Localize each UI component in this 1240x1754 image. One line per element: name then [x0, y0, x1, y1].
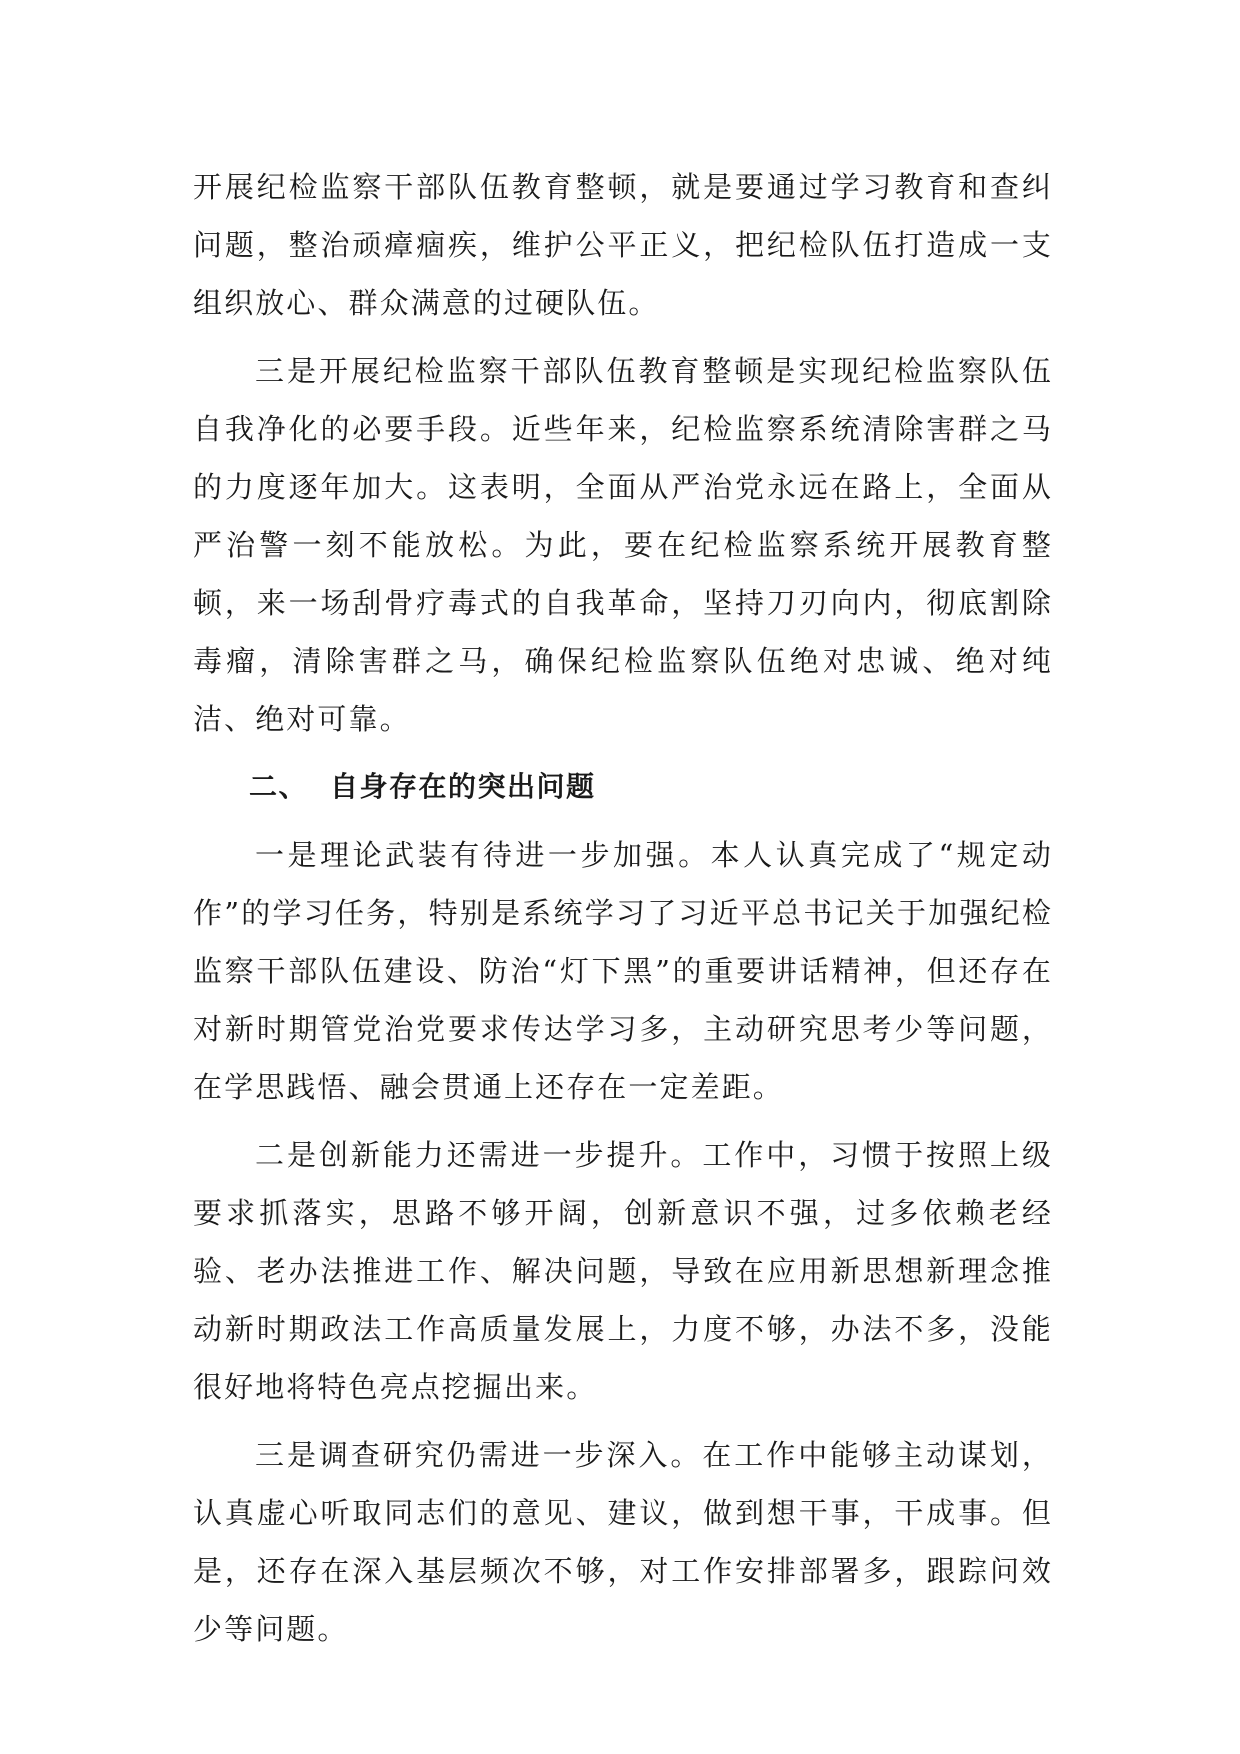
body-paragraph: 开展纪检监察干部队伍教育整顿，就是要通过学习教育和查纠问题，整治顽瘴痼疾，维护公平正义，把纪检队伍打造成一支组织放心、群众满意的过硬队伍。	[193, 170, 1053, 320]
body-paragraph: 三是调查研究仍需进一步深入。在工作中能够主动谋划，认真虚心听取同志们的意见、建议，做到想干事，干成事。但是，还存在深入基层频次不够，对工作安排部署多，跟踪问效少等问题。	[193, 1438, 1053, 1646]
section-heading-title: 自身存在的突出问题	[330, 770, 596, 803]
body-paragraph: 一是理论武装有待进一步加强。本人认真完成了“规定动作”的学习任务，特别是系统学习了习近平总书记关于加强纪检监察干部队伍建设、防治“灯下黑”的重要讲话精神，但还存在对新时期管党治党要求传达学习多，主动研究思考少等问题，在学思践悟、融会贯通上还存在一定差距。	[193, 838, 1053, 1104]
document-body	[193, 158, 1053, 1668]
body-paragraph: 三是开展纪检监察干部队伍教育整顿是实现纪检监察队伍自我净化的必要手段。近些年来，纪检监察系统清除害群之马的力度逐年加大。这表明，全面从严治党永远在路上，全面从严治警一刻不能放松。为此，要在纪检监察系统开展教育整顿，来一场刮骨疗毒式的自我革命，坚持刀刃向内，彻底割除毒瘤，清除害群之马，确保纪检监察队伍绝对忠诚、绝对纯洁、绝对可靠。	[193, 354, 1053, 736]
section-heading	[193, 758, 1053, 816]
section-heading-number: 二、	[249, 770, 309, 803]
body-paragraph: 二是创新能力还需进一步提升。工作中，习惯于按照上级要求抓落实，思路不够开阔，创新意识不强，过多依赖老经验、老办法推进工作、解决问题，导致在应用新思想新理念推动新时期政法工作高质量发展上，力度不够，办法不多，没能很好地将特色亮点挖掘出来。	[193, 1138, 1053, 1404]
